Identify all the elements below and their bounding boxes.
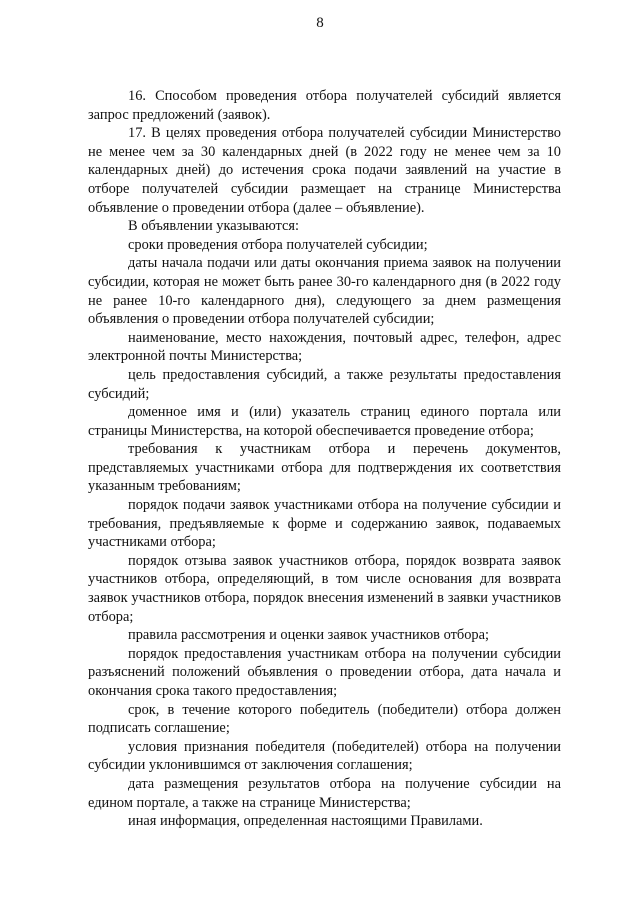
document-body bbox=[88, 87, 561, 831]
paragraph-16-selection-method: 16. Способом проведения отбора получателей субсидий является запрос предложений (заявок). bbox=[88, 88, 561, 123]
list-item-participant-requirements: требования к участникам отбора и перечень документов, представляемых участниками отбора для подтверждения их соответствия указанным требованиям; bbox=[88, 441, 561, 495]
list-item-evaluation-rules: правила рассмотрения и оценки заявок участников отбора; bbox=[128, 627, 489, 644]
list-item-subsidy-purpose: цель предоставления субсидий, а также результаты предоставления субсидий; bbox=[88, 366, 561, 402]
paragraph-17-announcement: 17. В целях проведения отбора получателей субсидии Министерство не менее чем за 30 календарных дней (в 2022 году не менее чем за 10 календарных дней) до истечения срока подачи заявлений на участие в отборе получателей субсидии размещает на странице Министерства объявление о проведении отбора (далее – объявление). bbox=[88, 125, 561, 216]
list-item-results-publication: дата размещения результатов отбора на получение субсидии на едином портале, а также на странице Министерства; bbox=[88, 775, 561, 811]
list-item-clarification-procedure: порядок предоставления участникам отбора на получении субсидии разъяснений положений объявления о проведении отбора, дата начала и окончания срока такого предоставления; bbox=[88, 645, 561, 699]
list-item-selection-dates: сроки проведения отбора получателей субсидии; bbox=[128, 236, 428, 253]
list-item-agreement-deadline: срок, в течение которого победитель (победители) отбора должен подписать соглашение; bbox=[88, 701, 561, 737]
list-item-ministry-contacts: наименование, место нахождения, почтовый адрес, телефон, адрес электронной почты Министерства; bbox=[88, 329, 561, 365]
page-number: 8 bbox=[316, 15, 324, 31]
list-item-evasion-conditions: условия признания победителя (победителей) отбора на получении субсидии уклонившимся от заключения соглашения; bbox=[88, 738, 561, 774]
list-item-application-procedure: порядок подачи заявок участниками отбора на получение субсидии и требования, предъявляемые к форме и содержанию заявок, подаваемых участниками отбора; bbox=[88, 497, 561, 551]
list-item-submission-dates: даты начала подачи или даты окончания приема заявок на получении субсидии, которая не может быть ранее 30-го календарного дня (в 2022 году не ранее 10-го календарного дня), следующего за днем размещения объявления о проведении отбора получателей субсидии; bbox=[88, 255, 561, 328]
list-item-other-information: иная информация, определенная настоящими Правилами. bbox=[128, 813, 483, 830]
list-item-withdrawal-procedure: порядок отзыва заявок участников отбора, порядок возврата заявок участников отбора, определяющий, в том числе основания для возврата заявок участников отбора, порядок внесения изменений в заявки участников отбора; bbox=[88, 552, 561, 625]
list-item-domain-name: доменное имя и (или) указатель страниц единого портала или страницы Министерства, на которой обеспечивается проведение отбора; bbox=[88, 404, 561, 439]
announcement-list-intro: В объявлении указываются: bbox=[128, 218, 300, 235]
